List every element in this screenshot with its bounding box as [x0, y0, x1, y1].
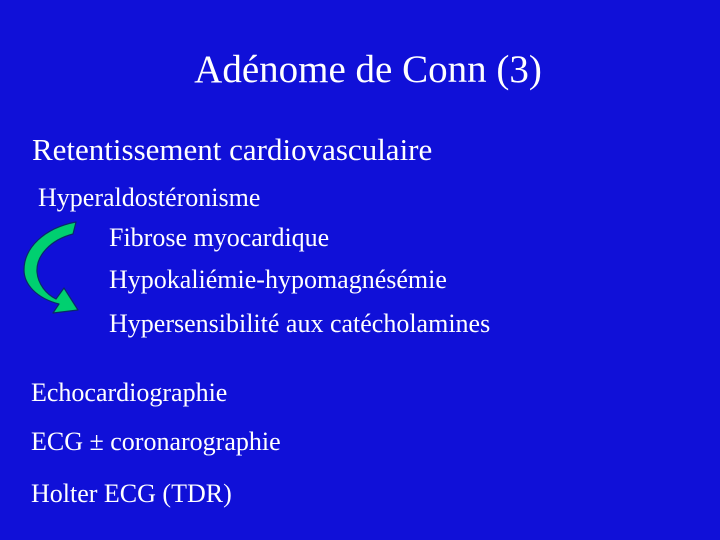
slide-title: Adénome de Conn (3)	[194, 48, 542, 91]
item-echocardiography: Echocardiographie	[31, 378, 228, 407]
item-myocardial-fibrosis: Fibrose myocardique	[109, 223, 330, 252]
item-hypokalemia: Hypokaliémie-hypomagnésémie	[109, 265, 447, 294]
item-catecholamine-sensitivity: Hypersensibilité aux catécholamines	[109, 309, 491, 338]
item-holter-ecg: Holter ECG (TDR)	[31, 479, 232, 508]
curved-arrow-icon	[20, 218, 94, 318]
heading-cardiovascular: Retentissement cardiovasculaire	[32, 132, 433, 167]
item-ecg-coronarography: ECG ± coronarographie	[31, 427, 281, 456]
item-hyperaldosteronism: Hyperaldostéronisme	[38, 183, 261, 212]
